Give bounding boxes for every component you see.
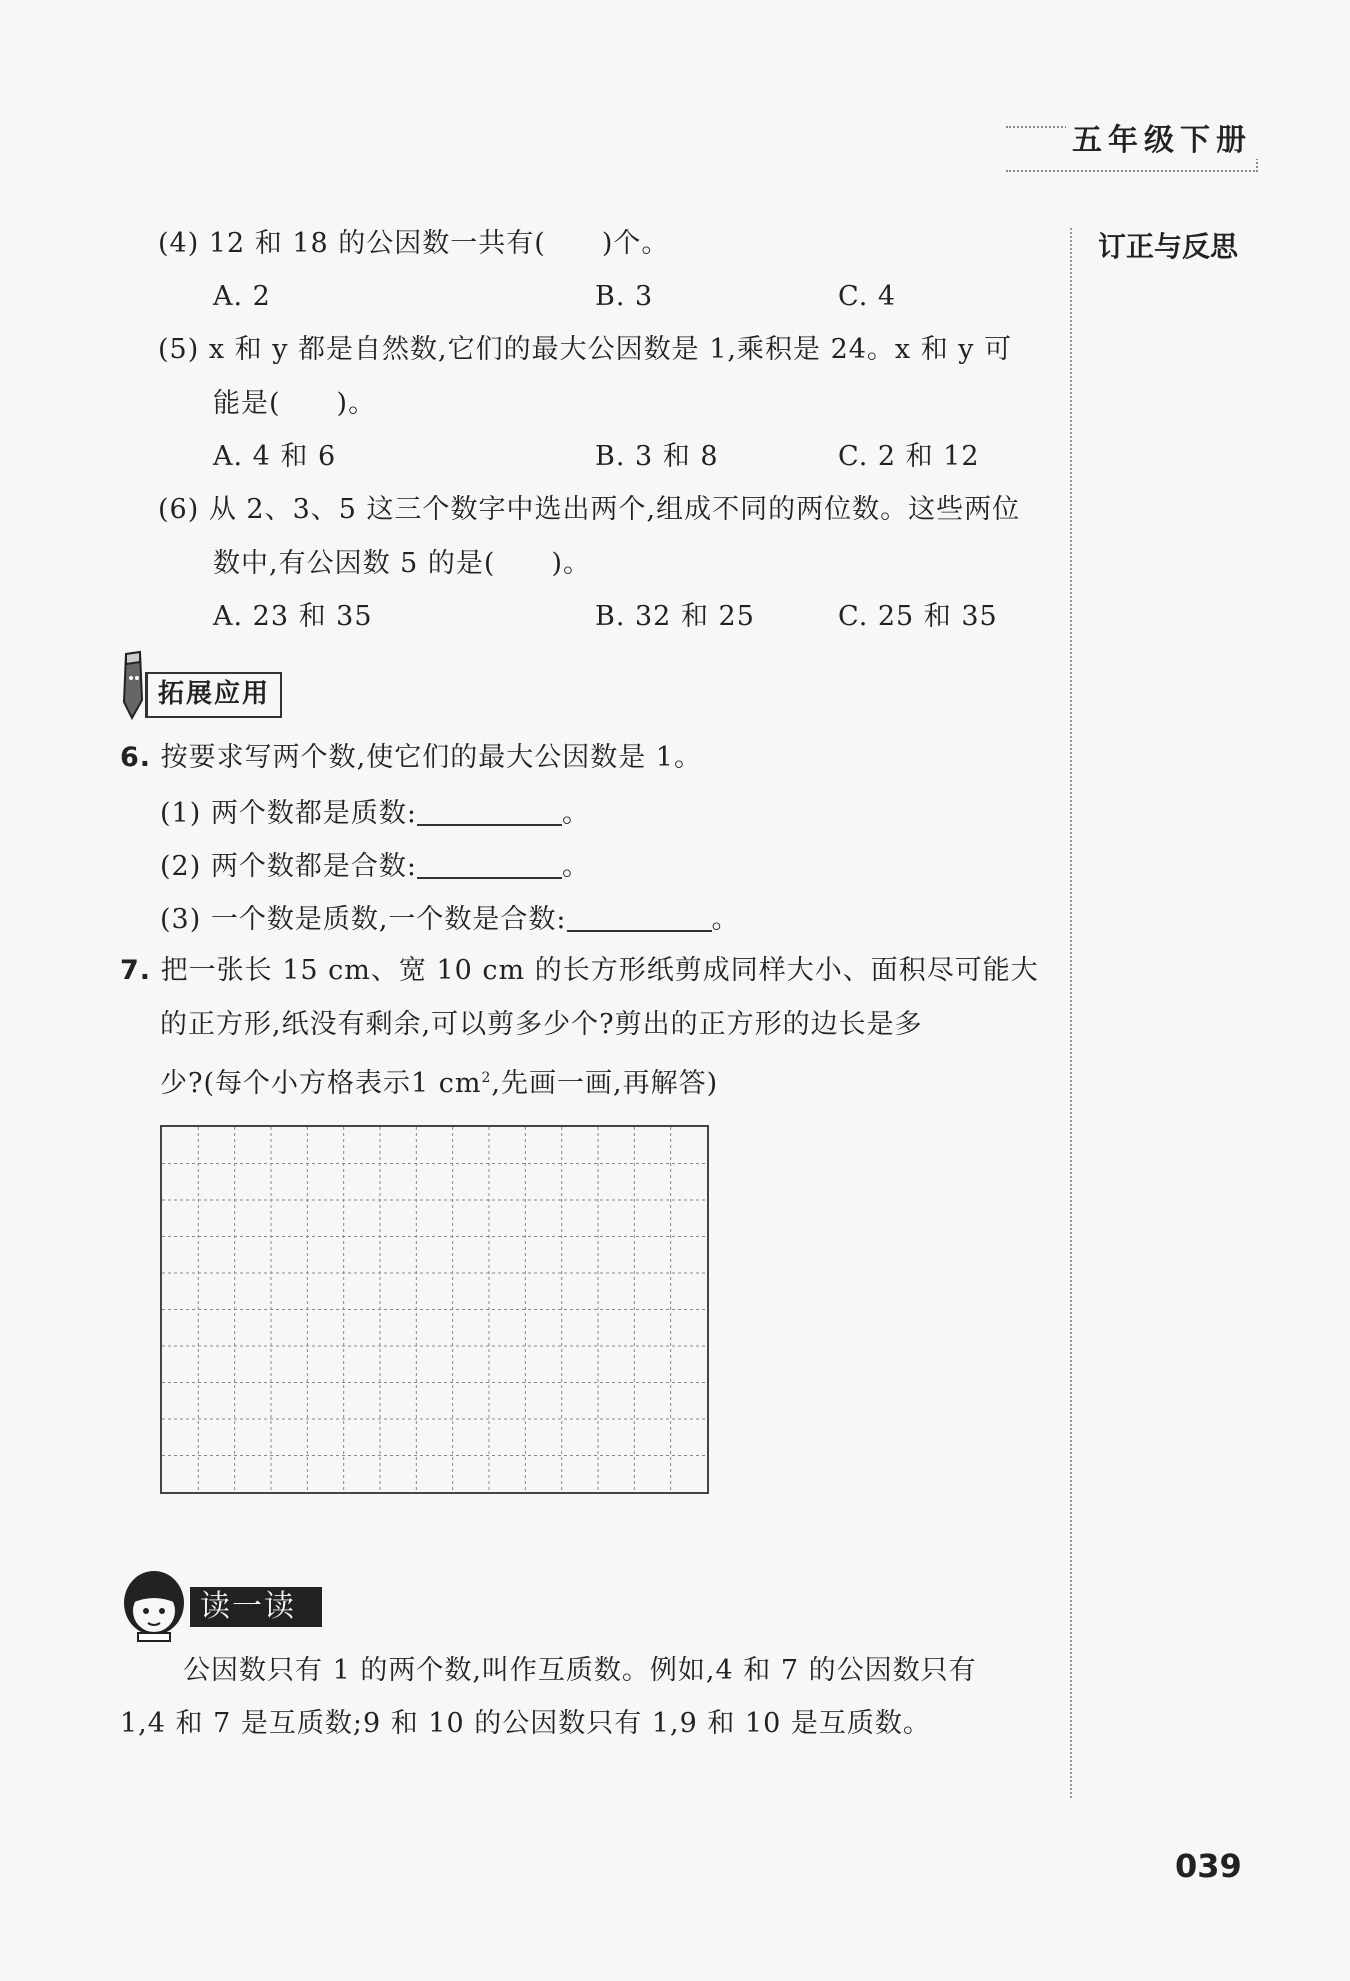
q6-sub1-answer-blank[interactable] [417, 794, 562, 826]
q6-stem: 按要求写两个数,使它们的最大公因数是 1。 [160, 742, 702, 773]
page-number: 039 [1175, 1847, 1242, 1885]
q6-sub2-row [160, 847, 590, 885]
q7-number: 7. [120, 955, 152, 986]
q5-option-b: B. 3 和 8 [595, 441, 719, 472]
q5-stem-line2: 能是( )。 [213, 388, 377, 419]
q6a-option-c: C. 25 和 35 [838, 601, 998, 632]
drawing-grid[interactable] [160, 1125, 709, 1494]
q7-row [120, 953, 1039, 989]
q7-line3 [160, 1060, 718, 1102]
reading-line2: 1,4 和 7 是互质数;9 和 10 的公因数只有 1,9 和 10 是互质数。 [120, 1708, 931, 1739]
q7-line3-post: ,先画一画,再解答) [491, 1068, 719, 1099]
reading-section-label: 读一读 [190, 1587, 322, 1627]
q6-sub3-end: 。 [711, 904, 740, 935]
q4-option-c: C. 4 [838, 281, 897, 312]
correction-column-title: 订正与反思 [1098, 230, 1239, 263]
q4-stem: (4) 12 和 18 的公因数一共有( )个。 [158, 228, 670, 259]
q6-sub1-label: (1) 两个数都是质数: [160, 798, 417, 829]
q6a-option-a: A. 23 和 35 [213, 601, 373, 632]
girl-reading-icon [118, 1565, 190, 1649]
q4-option-b: B. 3 [595, 281, 654, 312]
q6-sub1-end: 。 [561, 798, 590, 829]
q6-sub3-label: (3) 一个数是质数,一个数是合数: [160, 904, 567, 935]
q5-option-c: C. 2 和 12 [838, 441, 980, 472]
q7-line2: 的正方形,纸没有剩余,可以剪多少个?剪出的正方形的边长是多 [160, 1009, 923, 1040]
reading-line1: 公因数只有 1 的两个数,叫作互质数。例如,4 和 7 的公因数只有 [183, 1655, 977, 1686]
q6a-stem-line2: 数中,有公因数 5 的是( )。 [213, 548, 591, 579]
q6a-option-b: B. 32 和 25 [595, 601, 755, 632]
q4-option-a: A. 2 [213, 281, 271, 312]
q7-line1: 把一张长 15 cm、宽 10 cm 的长方形纸剪成同样大小、面积尽可能大 [160, 955, 1039, 986]
q6a-stem-line1: (6) 从 2、3、5 这三个数字中选出两个,组成不同的两位数。这些两位 [158, 494, 1021, 525]
q6-sub3-row [160, 900, 740, 938]
margin-divider [1070, 228, 1072, 1798]
grade-label: 五年级下册 [1066, 115, 1258, 159]
q6-row [120, 740, 702, 776]
section-label-extension: 拓展应用 [145, 672, 282, 718]
q6-sub3-answer-blank[interactable] [567, 900, 712, 932]
q6-sub2-end: 。 [561, 851, 590, 882]
q7-superscript: 2 [481, 1070, 492, 1086]
q6-sub2-label: (2) 两个数都是合数: [160, 851, 417, 882]
q5-stem-line1: (5) x 和 y 都是自然数,它们的最大公因数是 1,乘积是 24。x 和 y 可 [158, 334, 1013, 365]
grid-lines [162, 1127, 707, 1492]
q6-sub2-answer-blank[interactable] [417, 847, 562, 879]
q6-number: 6. [120, 742, 152, 773]
q5-option-a: A. 4 和 6 [213, 441, 337, 472]
q6-sub1-row [160, 794, 590, 832]
q7-line3-pre: 少?(每个小方格表示1 cm [160, 1068, 482, 1099]
